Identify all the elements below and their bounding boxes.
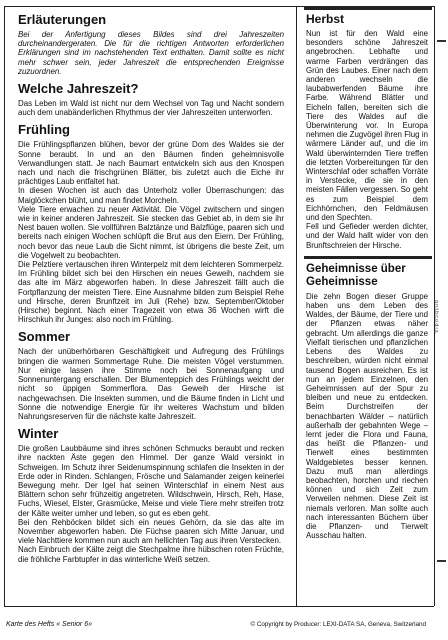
footer-left-text: Karte des Hefts « Senior 6» xyxy=(6,621,92,628)
winter-paragraph-2: Bei den Rehböcken bildet sich ein neues Gehörn, da sie das alte im November abgeworfen haben. Die Füchse paaren sich Mitte Januar, und viele Nachttiere kommen nun auch am hellichten Tag aus ihren Verstecken. xyxy=(18,517,284,546)
winter-title: Winter xyxy=(18,426,59,442)
question-text: Das Leben im Wald ist nicht nur dem Wechsel von Tag und Nacht sondern auch dem unabänderlichen Rhythmus der vier Jahreszeiten unterworfen. xyxy=(18,99,284,118)
question-title: Welche Jahreszeit? xyxy=(18,81,139,97)
frame-left-rule xyxy=(4,6,5,606)
autumn-title: Herbst xyxy=(306,12,345,26)
right-column xyxy=(306,12,428,546)
secrets-heading-bar xyxy=(304,256,432,259)
left-column xyxy=(18,12,284,570)
summer-text: Nach der unüberhörbaren Geschäftigkeit und Aufregung des Frühlings bringen die warmen Sommertage Ruhe. Die meisten Vögel verstummen. Nur einige lassen ihre Stimme noch bei Sonnenaufgang und Sonnenuntergang erschallen. Der Blumenteppich des Frühlings weicht der nicht so üppigen Sommerflora. Das Geweih der Hirsche ist nachgewachsen. Die Insekten summen, und die Bäume finden in Licht und Sonne die notwendige Energie für ihr weiteres Wachstum und bilden Nahrungsreserven für die nächste kalte Jahreszeit. xyxy=(18,347,284,421)
spring-paragraph-3: Viele Tiere erwachen zu neuer Aktivität. Die Vögel zwitschern und singen wie in keiner anderen Jahreszeit. Sie stecken das Gebiet ab, in dem sie ihr Nest bauen wollen. Sie vollführen Balztänze und Balzflüge, paaren sich und bereits nach einigen Wochen schlüpft die Brut aus den Eiern. Der Frühling, noch bevor das neue Laub die Sicht nimmt, ist übrigens die beste Zeit, um die Vogelwelt zu beobachten. xyxy=(18,204,284,260)
spring-title: Frühling xyxy=(18,122,70,138)
winter-paragraph-1: Die großen Laubbäume sind ihres schönen Schmucks beraubt und recken ihre nackten Äste gegen den Himmel. Der ganze Wald versinkt in Schweigen. Im Schutz ihrer Seidenumspinnung schlafen die Insekten in der Erde oder in Rinden. Schlangen, Frösche und Salamander zeigen keinerlei Bewegung mehr. Der Igel hat seinen Winterschlaf in einem Nest aus Blättern schon sehr frühzeitig angetreten. Wildschwein, Hirsch, Reh, Hase, Fuchs, Wiesel, Elster, Grasmücke, Meise und viele Tiere mehr streifen trotz der Kälte weiter umher und leben, so gut es eben geht. xyxy=(18,444,284,518)
spring-paragraph-4: Die Pelztiere vertauschen ihren Winterpelz mit dem leichteren Sommerpelz. Im Frühling bildet sich bei den Hirschen ein neues Geweih, nachdem sie das alte im März abgeworfen haben. In diese Jahreszeit fällt auch die Fortpflanzung der meisten Tiere. Eine Ausnahme bilden zum Beispiel Rehe und Hirsche, deren Brunftzeit im Juli (Rehe) bzw. September/Oktober (Hirsche) beginnt. Nach einer Tragezeit von etwa 36 Wochen wirft die Hirschkuh ihr Junges: also noch im Frühling. xyxy=(18,260,284,325)
spring-paragraph-2: In diesen Wochen ist auch das Unterholz voller Überraschungen: das Maiglöckchen blüht, und man findet Morcheln. xyxy=(18,186,284,205)
side-code: g.n.t.b.c.o.d.i.s. xyxy=(433,300,439,334)
secrets-title: Geheimnisse über Geheimnisse xyxy=(306,262,406,288)
spring-paragraph-1: Die Frühlingspflanzen blühen, bevor der grüne Dom des Waldes sie der Sonne beraubt. In und an den Bäumen finden geheimnisvolle Verwandlungen statt. Je nach Baumart entwickeln sich aus den Knospen nach und nach die frischgrünen Blätter, bis zuletzt auch die Eiche ihr prächtiges Laub entfaltet hat. xyxy=(18,140,284,187)
column-divider xyxy=(296,6,297,606)
margin-marker xyxy=(437,560,446,562)
secrets-text: Die zehn Bogen dieser Gruppe haben uns dem Leben des Waldes, der Bäume, der Tiere und der Pflanzen etwas näher gebracht. Um allerdings die ganze Vielfalt tierischen und pflanzlichen Lebens des Waldes zu beschreiben, würden nicht einmal tausend Bogen ausreichen. Es ist nun an jedem Einzelnen, den Geheimnissen auf der Spur zu bleiben und neue zu entdecken. Beim Durchstreifen der benachbarten Wälder – natürlich außerhalb der gebahnten Wege – lernt jeder die Flora und Fauna, das heißt die Pflanzen- und Tierwelt eines bestimmten Waldgebietes besser kennen. Dazu muß man allerdings beobachten, horchen und riechen können und sich Zeit zum Verweilen nehmen. Diese Zeit ist niemals verloren. Man sollte auch nach interessanten Büchern über die Pflanzen- und Tierwelt Ausschau halten. xyxy=(306,291,428,541)
intro-text: Bei der Anfertigung dieses Bildes sind drei Jahreszeiten durcheinandergeraten. Die für die richtigen Antworten erforderlichen Erklärungen sind im nachstehenden Text enthalten. Damit sollte es nicht mehr schwer sein, jeder Jahreszeit die entsprechenden Ereignisse zuzuordnen. xyxy=(18,30,284,76)
frame-bottom-rule xyxy=(4,606,434,607)
margin-marker xyxy=(437,40,446,42)
autumn-heading-bar xyxy=(304,7,432,10)
footer-copyright: © Copyright by Producer: LEXI-DATA SA, Geneva, Switzerland xyxy=(250,621,426,628)
winter-paragraph-3: Nach Einbruch der Kälte zeigt die Stechpalme ihre hübschen roten Früchte, die fröhliche Farbtupfer in das winterliche Weiß setzen. xyxy=(18,545,284,564)
autumn-paragraph-2: Fell und Gefieder werden dichter, und der Wald hallt wider von den Brunftschreien der Hirsche. xyxy=(306,222,428,250)
intro-title: Erläuterungen xyxy=(18,12,107,27)
autumn-paragraph-1: Nun ist für den Wald eine besonders schöne Jahreszeit angebrochen. Lebhafte und warme Farben verdrängen das Grün des Laubes. Einer nach dem anderen wechseln die laubabwerfenden Bäume ihre Farbe. Während Blätter und Eicheln fallen, bereiten sich die Tiere des Waldes auf die Überwinterung vor. In Europa nehmen die Zugvögel ihren Flug in wärmere Länder auf, und die im Wald überwinternden Tiere treffen die letzten Vorbereitungen für den Winterschlaf oder schaffen Vorräte in Verstecke, die sie in den meisten Fällen vergessen. So geht es zum Beispiel dem Eichhörnchen, den Feldmäusen und den Spechten. xyxy=(306,29,428,223)
summer-title: Sommer xyxy=(18,329,71,345)
